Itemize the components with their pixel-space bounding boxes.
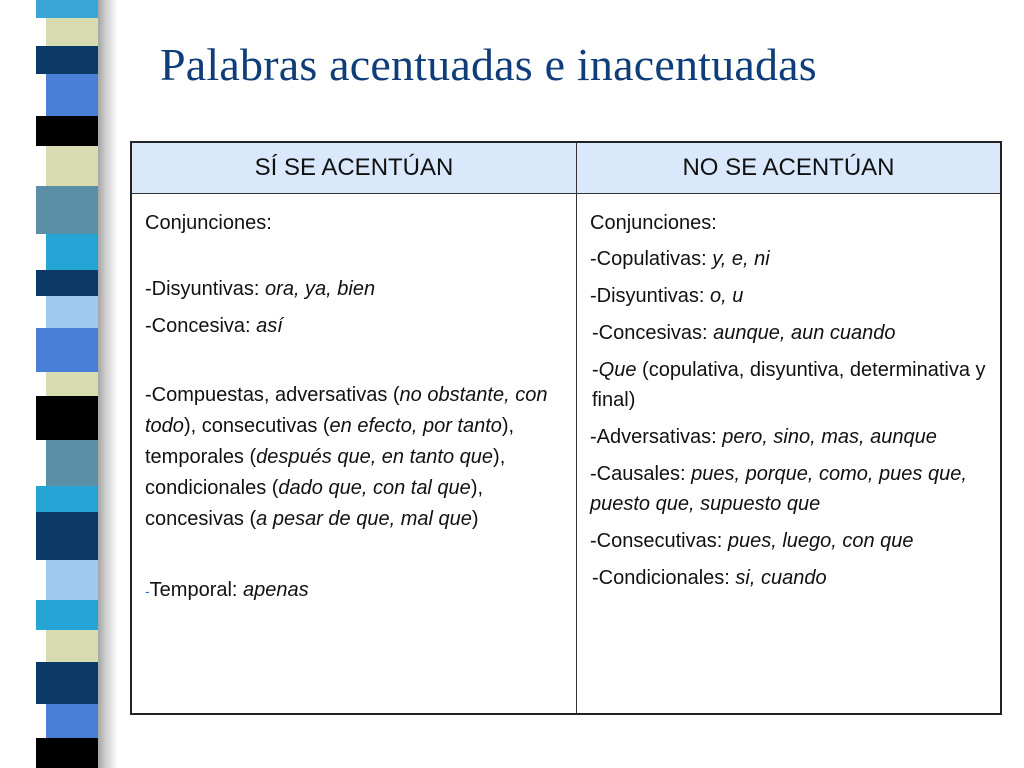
unaccented-cell <box>577 194 1002 715</box>
stripe-block <box>36 186 98 234</box>
left-disyuntivas: -Disyuntivas: ora, ya, bien <box>145 278 376 300</box>
stripe-block <box>46 372 98 396</box>
header-unaccented: NO SE ACENTÚAN <box>577 142 1002 194</box>
stripe-block <box>36 116 98 146</box>
stripe-block <box>36 396 98 440</box>
right-condicionales: -Condicionales: si, cuando <box>592 567 827 589</box>
stripe-block <box>46 440 98 486</box>
right-causales: -Causales: pues, porque, como, pues que, puesto que, supuesto que <box>590 463 967 515</box>
header-accented: SÍ SE ACENTÚAN <box>131 142 577 194</box>
right-disyuntivas: -Disyuntivas: o, u <box>590 285 744 307</box>
stripe-block <box>46 74 98 116</box>
accented-cell <box>131 194 577 715</box>
stripe-block <box>46 560 98 600</box>
header-row <box>131 142 1001 194</box>
stripe-block <box>36 486 98 512</box>
stripe-block <box>46 146 98 186</box>
stripe-block <box>36 270 98 296</box>
left-compuestas: -Compuestas, adversativas (no obstante, con todo), consecutivas (en efecto, por tanto), temporales (después que, en tanto que), condicionales (dado que, con tal que), concesivas (a pesar de que, mal que) <box>145 384 548 530</box>
right-concesivas: -Concesivas: aunque, aun cuando <box>592 322 896 344</box>
stripe-block <box>36 46 98 74</box>
left-temporal: -Temporal: apenas <box>145 579 309 601</box>
right-que: -Que (copulativa, disyuntiva, determinativa y final) <box>592 359 986 411</box>
stripe-block <box>46 18 98 46</box>
stripe-bar <box>36 0 98 768</box>
conjunction-table <box>130 141 1002 715</box>
stripe-block <box>46 234 98 270</box>
stripe-block <box>36 328 98 372</box>
content-row <box>131 194 1001 715</box>
stripe-block <box>46 704 98 738</box>
stripe-block <box>36 0 98 18</box>
right-adversativas: -Adversativas: pero, sino, mas, aunque <box>590 426 937 448</box>
left-concesiva: -Concesiva: así <box>145 315 283 337</box>
right-consecutivas: -Consecutivas: pues, luego, con que <box>590 530 914 552</box>
stripe-block <box>46 630 98 662</box>
stripe-block <box>36 662 98 704</box>
stripe-block <box>36 738 98 768</box>
slide-title: Palabras acentuadas e inacentuadas <box>160 39 817 90</box>
right-intro: Conjunciones: <box>590 212 717 234</box>
stripe-shadow <box>96 0 118 768</box>
right-copulativas: -Copulativas: y, e, ni <box>590 248 770 270</box>
stripe-block <box>46 296 98 328</box>
stripe-block <box>36 512 98 560</box>
decorative-stripe <box>0 0 118 768</box>
stripe-block <box>36 600 98 630</box>
left-intro: Conjunciones: <box>145 212 272 234</box>
